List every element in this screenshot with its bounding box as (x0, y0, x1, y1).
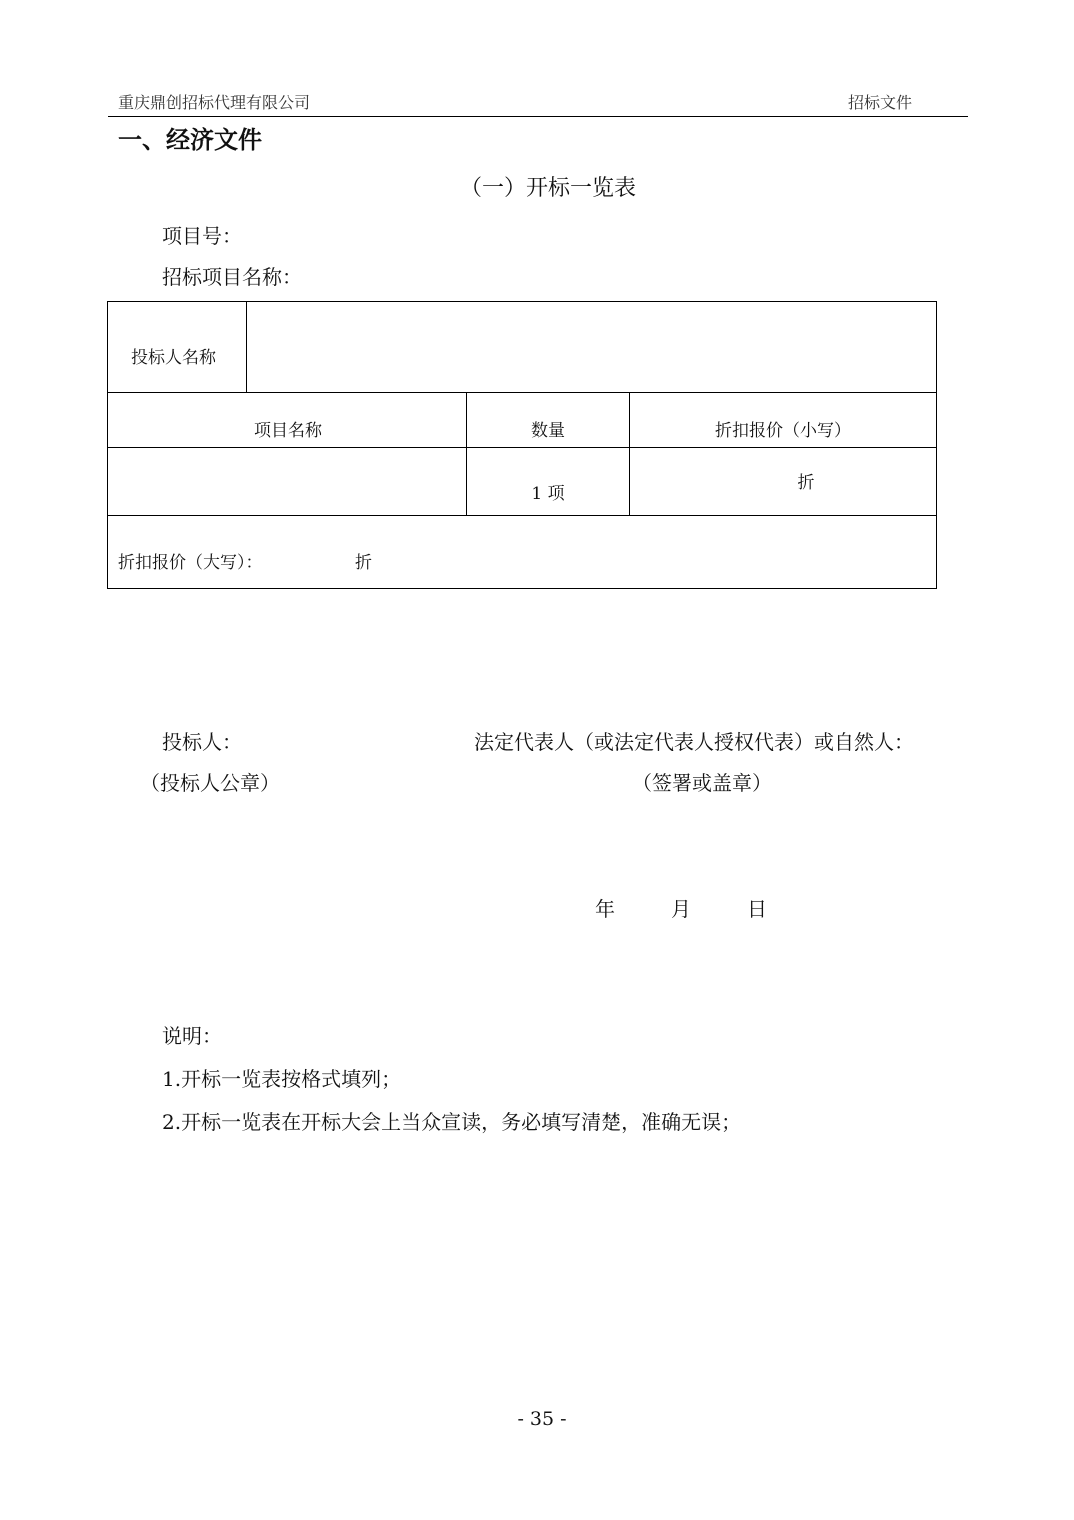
cell-discount-lower: 折 (797, 473, 815, 493)
table-col-divider (246, 302, 247, 392)
col-header-item-name: 项目名称 (254, 421, 322, 441)
legal-representative-label: 法定代表人（或法定代表人授权代表）或自然人： (474, 730, 914, 754)
date-day: 日 (747, 897, 767, 921)
notes-title: 说明： (162, 1024, 222, 1048)
table-col-divider (629, 392, 630, 515)
section-title: 一、经济文件 (118, 126, 262, 154)
page-number: - 35 - (517, 1408, 567, 1430)
date-month: 月 (671, 897, 691, 921)
header-doc-type: 招标文件 (848, 93, 913, 112)
header-rule (108, 116, 968, 117)
date-year: 年 (595, 897, 615, 921)
bid-opening-table (107, 301, 937, 589)
bidder-label: 投标人： (162, 730, 242, 754)
col-header-discount-lower: 折扣报价（小写） (715, 421, 851, 441)
note-item: 2.开标一览表在开标大会上当众宣读，务必填写清楚，准确无误； (162, 1110, 742, 1134)
discount-upper-value: 折 (355, 553, 372, 573)
discount-upper-label: 折扣报价（大写）： (118, 553, 263, 573)
representative-sign-note: （签署或盖章） (632, 771, 772, 795)
bidder-name-label: 投标人名称 (131, 348, 216, 368)
note-item: 1.开标一览表按格式填列； (162, 1067, 402, 1091)
cell-quantity: 1 项 (531, 484, 565, 504)
table-row-divider (108, 392, 936, 393)
table-col-divider (466, 392, 467, 515)
project-name-label: 招标项目名称： (162, 265, 302, 289)
project-number-label: 项目号： (162, 224, 242, 248)
document-title: （一）开标一览表 (459, 176, 637, 201)
header-company: 重庆鼎创招标代理有限公司 (118, 93, 311, 112)
table-row-divider (108, 447, 936, 448)
bidder-seal-note: （投标人公章） (140, 771, 280, 795)
table-row-divider (108, 515, 936, 516)
col-header-quantity: 数量 (531, 421, 565, 441)
